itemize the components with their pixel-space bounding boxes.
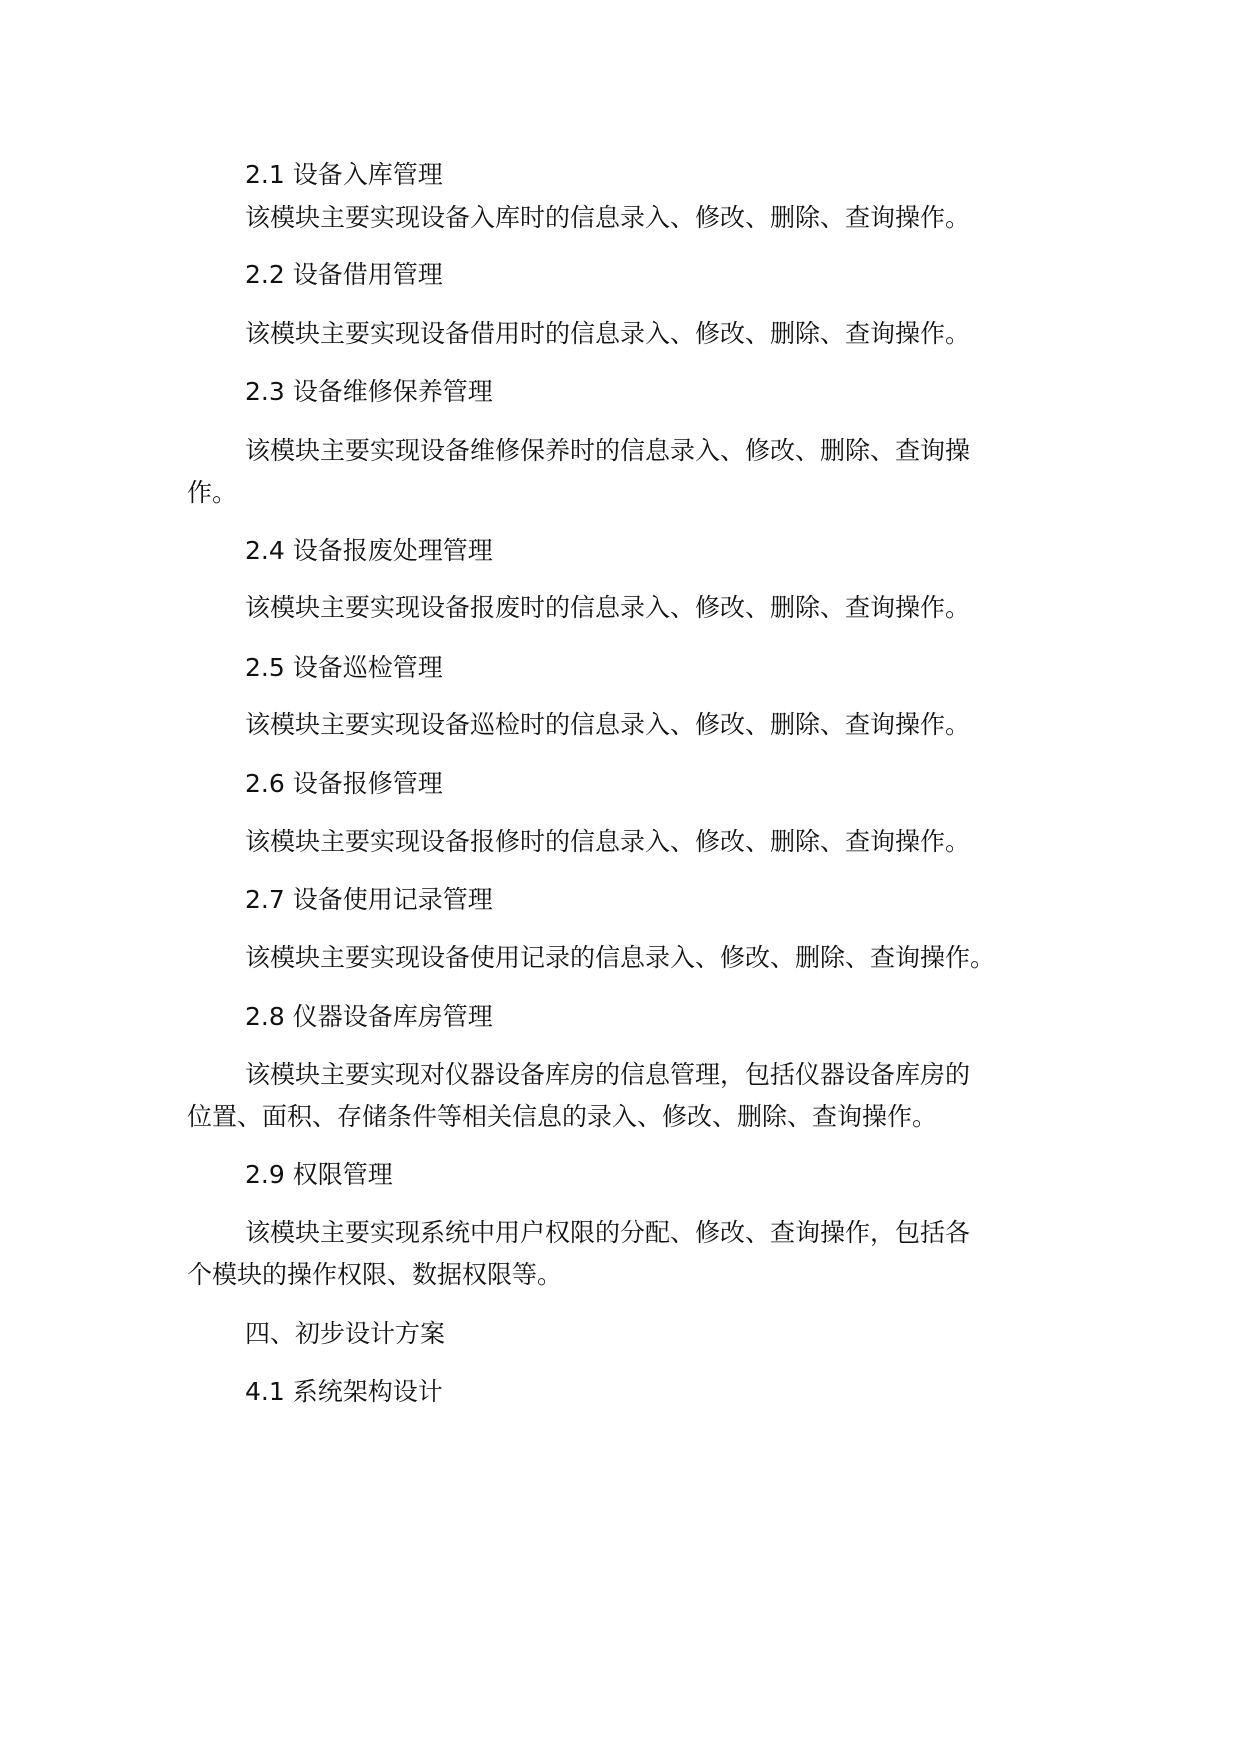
section-heading-2-5: 2.5 设备巡检管理 [245, 653, 443, 682]
section-heading-2-6: 2.6 设备报修管理 [245, 769, 443, 798]
section-heading-2-9: 2.9 权限管理 [245, 1160, 393, 1189]
section-heading-4-1: 4.1 系统架构设计 [245, 1377, 443, 1406]
section-heading-2-8: 2.8 仪器设备库房管理 [245, 1002, 493, 1031]
section-body-2-6: 该模块主要实现设备报修时的信息录入、修改、删除、查询操作。 [245, 827, 971, 856]
section-body-2-9-line-2: 个模块的操作权限、数据权限等。 [187, 1260, 563, 1289]
section-heading-2-7: 2.7 设备使用记录管理 [245, 885, 493, 914]
chapter-heading-4: 四、初步设计方案 [245, 1319, 446, 1348]
section-body-2-3-line-1: 该模块主要实现设备维修保养时的信息录入、修改、删除、查询操 [245, 436, 971, 465]
section-body-2-2: 该模块主要实现设备借用时的信息录入、修改、删除、查询操作。 [245, 319, 971, 348]
section-body-2-8-line-1: 该模块主要实现对仪器设备库房的信息管理，包括仪器设备库房的 [245, 1060, 971, 1089]
section-heading-2-1: 2.1 设备入库管理 [245, 160, 443, 189]
section-body-2-1: 该模块主要实现设备入库时的信息录入、修改、删除、查询操作。 [245, 203, 971, 232]
section-body-2-5: 该模块主要实现设备巡检时的信息录入、修改、删除、查询操作。 [245, 710, 971, 739]
section-heading-2-4: 2.4 设备报废处理管理 [245, 536, 493, 565]
section-body-2-8-line-2: 位置、面积、存储条件等相关信息的录入、修改、删除、查询操作。 [187, 1102, 938, 1131]
section-heading-2-2: 2.2 设备借用管理 [245, 260, 443, 289]
section-body-2-7: 该模块主要实现设备使用记录的信息录入、修改、删除、查询操作。 [245, 943, 996, 972]
section-body-2-9-line-1: 该模块主要实现系统中用户权限的分配、修改、查询操作，包括各 [245, 1218, 971, 1247]
section-body-2-3-line-2: 作。 [187, 478, 238, 507]
section-heading-2-3: 2.3 设备维修保养管理 [245, 377, 493, 406]
section-body-2-4: 该模块主要实现设备报废时的信息录入、修改、删除、查询操作。 [245, 593, 971, 622]
